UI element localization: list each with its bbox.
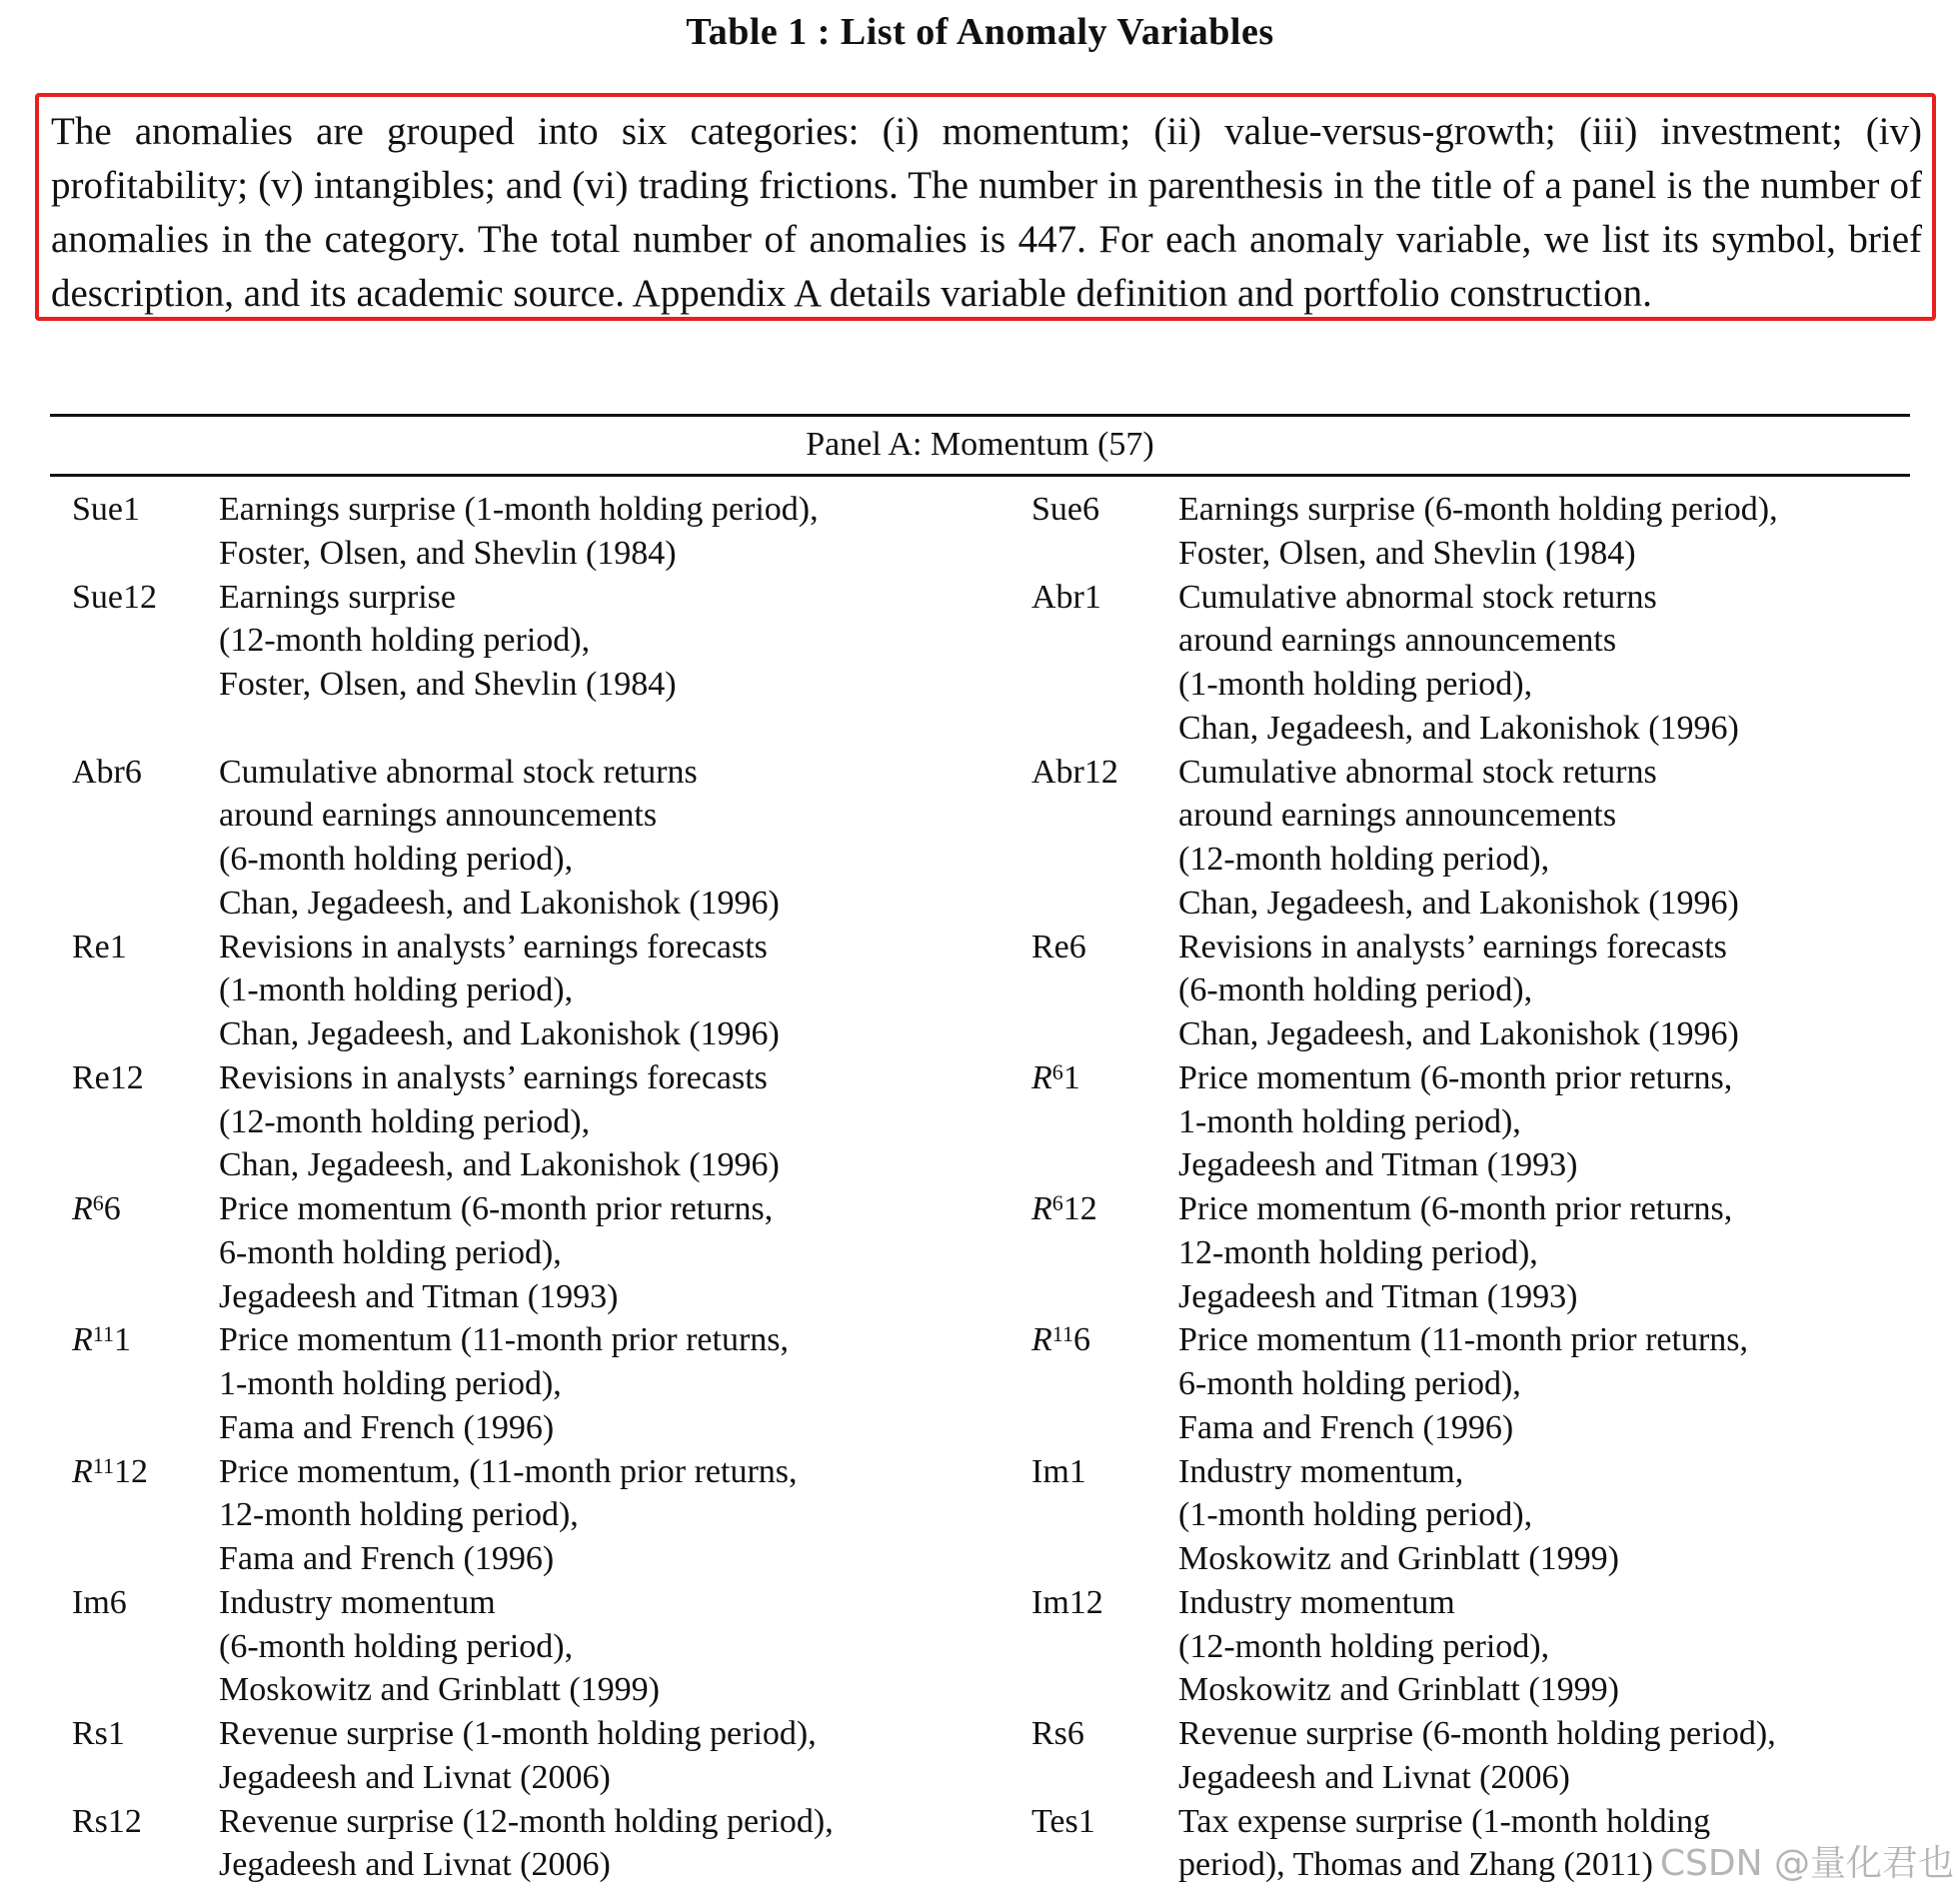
description-line: Cumulative abnormal stock returns	[1178, 753, 1657, 791]
description-line: Revisions in analysts’ earnings forecasts	[219, 928, 768, 965]
description-line: Price momentum, (11-month prior returns,	[219, 1452, 798, 1490]
description-line: Jegadeesh and Titman (1993)	[1178, 1277, 1578, 1315]
description-line: 12-month holding period),	[1178, 1233, 1538, 1271]
symbol-text: Sue1	[72, 491, 140, 528]
anomaly-symbol	[1031, 926, 1086, 969]
anomaly-description	[219, 751, 780, 926]
description-line: period), Thomas and Zhang (2011)	[1178, 1846, 1653, 1884]
symbol-text: Re12	[72, 1058, 144, 1096]
anomaly-description	[1178, 1581, 1619, 1712]
table-row	[0, 1450, 1960, 1581]
symbol-text: Im1	[1031, 1452, 1086, 1490]
symbol-text: Im6	[72, 1583, 127, 1621]
description-line: (6-month holding period),	[219, 841, 574, 878]
anomaly-description	[219, 488, 819, 576]
table-row	[0, 926, 1960, 1056]
anomaly-symbol	[72, 1318, 131, 1362]
anomaly-symbol	[72, 488, 140, 532]
description-line: around earnings announcements	[219, 797, 658, 835]
anomaly-description	[1178, 1187, 1732, 1318]
symbol-text: 12	[1062, 1190, 1097, 1227]
anomaly-description	[1178, 1712, 1776, 1800]
symbol-text: Re1	[72, 928, 127, 965]
description-line: Jegadeesh and Titman (1993)	[1178, 1146, 1578, 1184]
description-line: Jegadeesh and Livnat (2006)	[219, 1758, 611, 1796]
symbol-base: R	[1031, 1321, 1052, 1359]
symbol-base: R	[1031, 1058, 1052, 1096]
symbol-text: Rs6	[1031, 1715, 1084, 1752]
description-line: Industry momentum,	[1178, 1452, 1464, 1490]
description-line: Industry momentum	[1178, 1583, 1455, 1621]
table-row	[0, 1318, 1960, 1449]
description-line: Jegadeesh and Titman (1993)	[219, 1277, 619, 1315]
description-line: Chan, Jegadeesh, and Lakonishok (1996)	[1178, 1015, 1739, 1052]
table-row	[0, 1056, 1960, 1187]
description-line: (12-month holding period),	[219, 1102, 591, 1140]
table-caption: The anomalies are grouped into six categories: (i) momentum; (ii) value-versus-growth; (iii) investment; (iv) profitability; (v) intangibles; and (vi) trading frictions. The number in parenthesis in the title of a panel is the number of anomalies in the category. The total number of anomalies is 447. For each anomaly variable, we list its symbol, brief description, and its academic source. Appendix A details variable definition and portfolio construction.	[51, 110, 1922, 315]
description-line: Cumulative abnormal stock returns	[1178, 578, 1657, 616]
description-line: Chan, Jegadeesh, and Lakonishok (1996)	[219, 1015, 780, 1052]
anomaly-description	[219, 1056, 780, 1187]
table-title: Table 1 : List of Anomaly Variables	[686, 11, 1274, 53]
symbol-text: Tes1	[1031, 1802, 1095, 1840]
description-line: Price momentum (6-month prior returns,	[1178, 1190, 1733, 1227]
symbol-text: Abr6	[72, 753, 142, 791]
table-row	[0, 488, 1960, 576]
anomaly-description	[1178, 1800, 1710, 1888]
anomaly-symbol	[72, 751, 142, 795]
anomaly-symbol	[72, 576, 157, 620]
description-line: 12-month holding period),	[219, 1496, 579, 1534]
anomaly-description	[219, 576, 677, 707]
anomaly-description	[219, 1581, 660, 1712]
description-line: Price momentum (6-month prior returns,	[219, 1190, 774, 1227]
table-row	[0, 751, 1960, 926]
description-line: Earnings surprise	[219, 578, 457, 616]
description-line: Chan, Jegadeesh, and Lakonishok (1996)	[219, 884, 780, 922]
description-line: around earnings announcements	[1178, 622, 1617, 660]
anomaly-symbol	[72, 1450, 148, 1494]
description-line: around earnings announcements	[1178, 797, 1617, 835]
panel-rule	[50, 474, 1910, 477]
description-line: 1-month holding period),	[1178, 1102, 1521, 1140]
symbol-text: Sue6	[1031, 491, 1099, 528]
anomaly-description	[1178, 1318, 1748, 1449]
anomaly-description	[1178, 576, 1739, 751]
description-line: Chan, Jegadeesh, and Lakonishok (1996)	[219, 1146, 780, 1184]
description-line: Fama and French (1996)	[219, 1540, 555, 1577]
anomaly-description	[219, 1450, 798, 1581]
anomaly-symbol	[1031, 1800, 1095, 1844]
description-line: Moskowitz and Grinblatt (1999)	[1178, 1540, 1619, 1577]
description-line: Revisions in analysts’ earnings forecasts	[1178, 928, 1727, 965]
anomaly-description	[1178, 488, 1778, 576]
description-line: Chan, Jegadeesh, and Lakonishok (1996)	[1178, 884, 1739, 922]
panel-title: Panel A: Momentum (57)	[806, 426, 1154, 463]
description-line: 6-month holding period),	[1178, 1365, 1521, 1402]
symbol-text: Abr12	[1031, 753, 1118, 791]
description-line: Price momentum (11-month prior returns,	[219, 1321, 790, 1359]
symbol-text: Im12	[1031, 1583, 1103, 1621]
symbol-text: 1	[113, 1321, 131, 1359]
symbol-text: 6	[1072, 1321, 1090, 1359]
anomaly-table	[0, 488, 1960, 1887]
description-line: 6-month holding period),	[219, 1233, 562, 1271]
anomaly-symbol	[1031, 751, 1118, 795]
symbol-text: 12	[113, 1452, 148, 1490]
anomaly-description	[1178, 751, 1739, 926]
anomaly-symbol	[1031, 1056, 1080, 1100]
symbol-base: R	[72, 1190, 93, 1227]
symbol-text: 1	[1062, 1058, 1080, 1096]
anomaly-symbol	[1031, 1581, 1103, 1625]
anomaly-symbol	[1031, 1318, 1090, 1362]
description-line: Industry momentum	[219, 1583, 496, 1621]
symbol-superscript: 6	[1051, 1190, 1063, 1215]
symbol-text: Abr1	[1031, 578, 1101, 616]
description-line: Revenue surprise (1-month holding period),	[219, 1715, 817, 1752]
top-rule	[50, 414, 1910, 417]
watermark: CSDN @量化君也	[1659, 1843, 1954, 1884]
symbol-superscript: 6	[92, 1190, 104, 1215]
anomaly-description	[219, 1800, 834, 1888]
description-line: (1-month holding period),	[1178, 1496, 1533, 1534]
description-line: Cumulative abnormal stock returns	[219, 753, 698, 791]
anomaly-symbol	[1031, 1712, 1084, 1756]
anomaly-symbol	[1031, 1187, 1097, 1231]
table-row	[0, 1187, 1960, 1318]
table-row	[0, 1712, 1960, 1800]
description-line: 1-month holding period),	[219, 1365, 562, 1402]
description-line: Moskowitz and Grinblatt (1999)	[1178, 1671, 1619, 1709]
table-row	[0, 576, 1960, 751]
description-line: Fama and French (1996)	[219, 1408, 555, 1446]
anomaly-symbol	[72, 1800, 142, 1844]
description-line: Jegadeesh and Livnat (2006)	[1178, 1758, 1570, 1796]
symbol-text: Rs1	[72, 1715, 125, 1752]
anomaly-description	[219, 1187, 773, 1318]
symbol-base: R	[72, 1321, 93, 1359]
description-line: Moskowitz and Grinblatt (1999)	[219, 1671, 660, 1709]
symbol-superscript: 11	[1051, 1321, 1073, 1347]
anomaly-description	[219, 1318, 789, 1449]
description-line: Revenue surprise (12-month holding period),	[219, 1802, 834, 1840]
description-line: Foster, Olsen, and Shevlin (1984)	[219, 534, 677, 572]
anomaly-symbol	[72, 1712, 125, 1756]
anomaly-symbol	[72, 1581, 127, 1625]
symbol-base: R	[1031, 1190, 1052, 1227]
description-line: Price momentum (6-month prior returns,	[1178, 1058, 1733, 1096]
anomaly-symbol	[72, 1187, 121, 1231]
anomaly-symbol	[1031, 488, 1099, 532]
symbol-superscript: 6	[1051, 1058, 1063, 1084]
description-line: Earnings surprise (1-month holding period),	[219, 491, 819, 528]
description-line: (1-month holding period),	[219, 971, 574, 1009]
description-line: (12-month holding period),	[1178, 1627, 1550, 1665]
anomaly-symbol	[72, 926, 127, 969]
symbol-text: Rs12	[72, 1802, 142, 1840]
table-row	[0, 1581, 1960, 1712]
description-line: (1-month holding period),	[1178, 666, 1533, 703]
anomaly-description	[1178, 926, 1739, 1056]
description-line: Revisions in analysts’ earnings forecasts	[219, 1058, 768, 1096]
anomaly-description	[219, 926, 780, 1056]
anomaly-description	[1178, 1450, 1619, 1581]
symbol-superscript: 11	[92, 1321, 114, 1347]
anomaly-description	[219, 1712, 817, 1800]
symbol-base: R	[72, 1452, 93, 1490]
description-line: Jegadeesh and Livnat (2006)	[219, 1846, 611, 1884]
description-line: Earnings surprise (6-month holding period),	[1178, 491, 1778, 528]
description-line: (6-month holding period),	[219, 1627, 574, 1665]
description-line: Revenue surprise (6-month holding period),	[1178, 1715, 1776, 1752]
symbol-text: 6	[103, 1190, 121, 1227]
symbol-text: Re6	[1031, 928, 1086, 965]
description-line: Foster, Olsen, and Shevlin (1984)	[1178, 534, 1636, 572]
anomaly-symbol	[1031, 576, 1101, 620]
description-line: Fama and French (1996)	[1178, 1408, 1514, 1446]
anomaly-symbol	[72, 1056, 144, 1100]
anomaly-symbol	[1031, 1450, 1086, 1494]
description-line: Price momentum (11-month prior returns,	[1178, 1321, 1749, 1359]
symbol-superscript: 11	[92, 1452, 114, 1478]
description-line: Foster, Olsen, and Shevlin (1984)	[219, 666, 677, 703]
anomaly-description	[1178, 1056, 1732, 1187]
description-line: (12-month holding period),	[219, 622, 591, 660]
description-line: (12-month holding period),	[1178, 841, 1550, 878]
description-line: Tax expense surprise (1-month holding	[1178, 1802, 1711, 1840]
description-line: Chan, Jegadeesh, and Lakonishok (1996)	[1178, 709, 1739, 747]
symbol-text: Sue12	[72, 578, 157, 616]
description-line: (6-month holding period),	[1178, 971, 1533, 1009]
